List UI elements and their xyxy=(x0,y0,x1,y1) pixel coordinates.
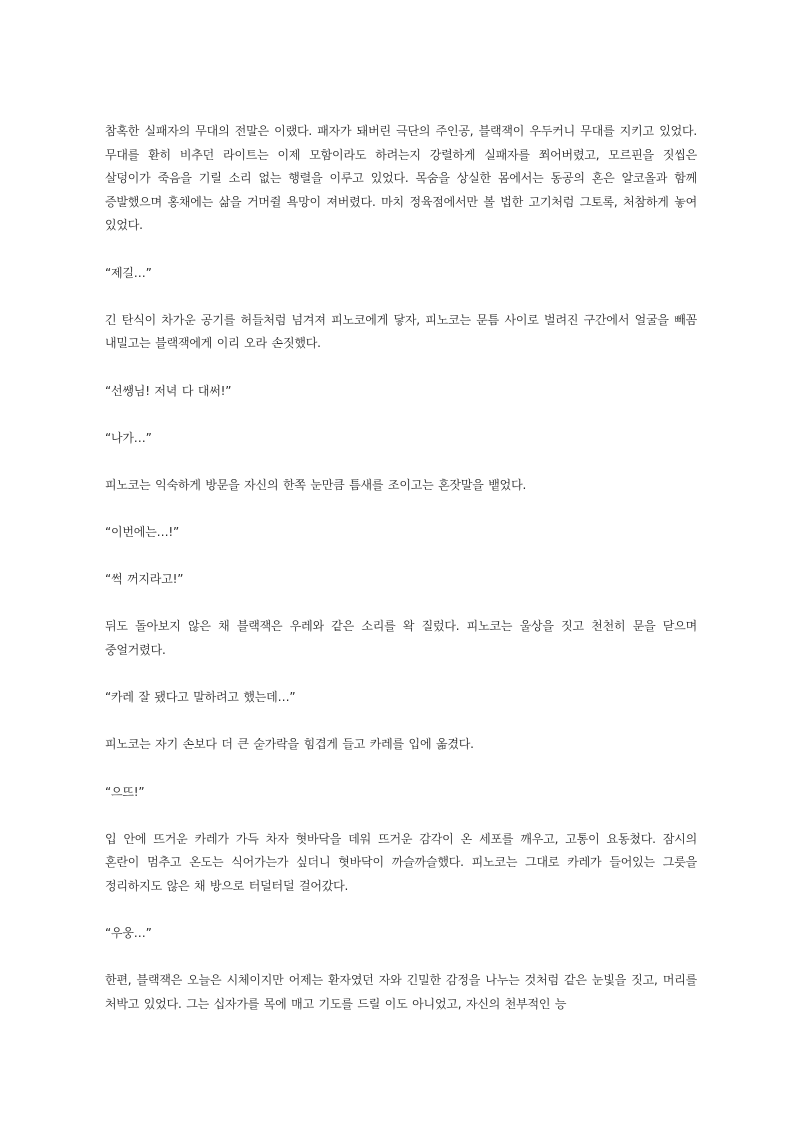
paragraph-6: 피노코는 익숙하게 방문을 자신의 한쪽 눈만큼 틈새를 조이고는 혼잣말을 뱉었다. xyxy=(105,477,527,492)
paragraph-7: “이번에는…!” xyxy=(105,525,180,540)
paragraph-11: 피노코는 자기 손보다 더 큰 숟가락을 힘겹게 들고 카레를 입에 옮겼다. xyxy=(105,737,474,752)
document-body xyxy=(105,120,697,1017)
paragraph-10: “카레 잘 됐다고 말하려고 했는데…” xyxy=(105,690,296,705)
paragraph-1: 참혹한 실패자의 무대의 전말은 이랬다. 패자가 돼버린 극단의 주인공, 블랙잭이 우두커니 무대를 지키고 있었다. 무대를 환히 비추던 라이트는 이제 모함이라도 하려는지 강렬하게 실패자를 쬐어버렸고, 모르핀을 짓씹은 살덩이가 죽음을 기릴 소리 없는 행렬을 이루고 있었다. 목숨을 상실한 몸에서는 동공의 혼은 알코올과 함께 증발했으며 홍채에는 삶을 거머쥘 욕망이 져버렸다. 마치 정육점에서만 볼 법한 고기처럼 그토록, 처참하게 놓여 있었다. xyxy=(105,124,697,233)
paragraph-3: 긴 탄식이 차가운 공기를 허들처럼 넘겨져 피노코에게 닿자, 피노코는 문틈 사이로 벌려진 구간에서 얼굴을 빼꼼 내밀고는 블랙잭에게 이리 오라 손짓했다. xyxy=(105,312,697,351)
paragraph-4: “선쌩님! 저녁 다 대써!” xyxy=(105,383,232,398)
paragraph-15: 한편, 블랙잭은 오늘은 시체이지만 어제는 환자였던 자와 긴밀한 감정을 나누는 것처럼 같은 눈빛을 짓고, 머리를 처박고 있었다. 그는 십자가를 목에 매고 기도를 드릴 이도 아니었고, 자신의 천부적인 능 xyxy=(105,973,697,1011)
paragraph-13: 입 안에 뜨거운 카레가 가득 차자 혓바닥을 데워 뜨거운 감각이 온 세포를 깨우고, 고통이 요동쳤다. 잠시의 혼란이 멈추고 온도는 식어가는가 싶더니 혓바닥이 까슬까슬했다. 피노코는 그대로 카레가 들어있는 그릇을 정리하지도 않은 채 방으로 터덜터덜 걸어갔다. xyxy=(105,831,697,893)
paragraph-8: “썩 꺼지라고!” xyxy=(105,572,184,587)
paragraph-2: “제길…” xyxy=(105,265,152,280)
paragraph-12: “으뜨!” xyxy=(105,784,145,799)
paragraph-14: “우웅…” xyxy=(105,926,152,941)
paragraph-5: “나가…” xyxy=(105,430,152,445)
paragraph-9: 뒤도 돌아보지 않은 채 블랙잭은 우레와 같은 소리를 왁 질렀다. 피노코는 울상을 짓고 천천히 문을 닫으며 중얼거렸다. xyxy=(105,619,697,658)
